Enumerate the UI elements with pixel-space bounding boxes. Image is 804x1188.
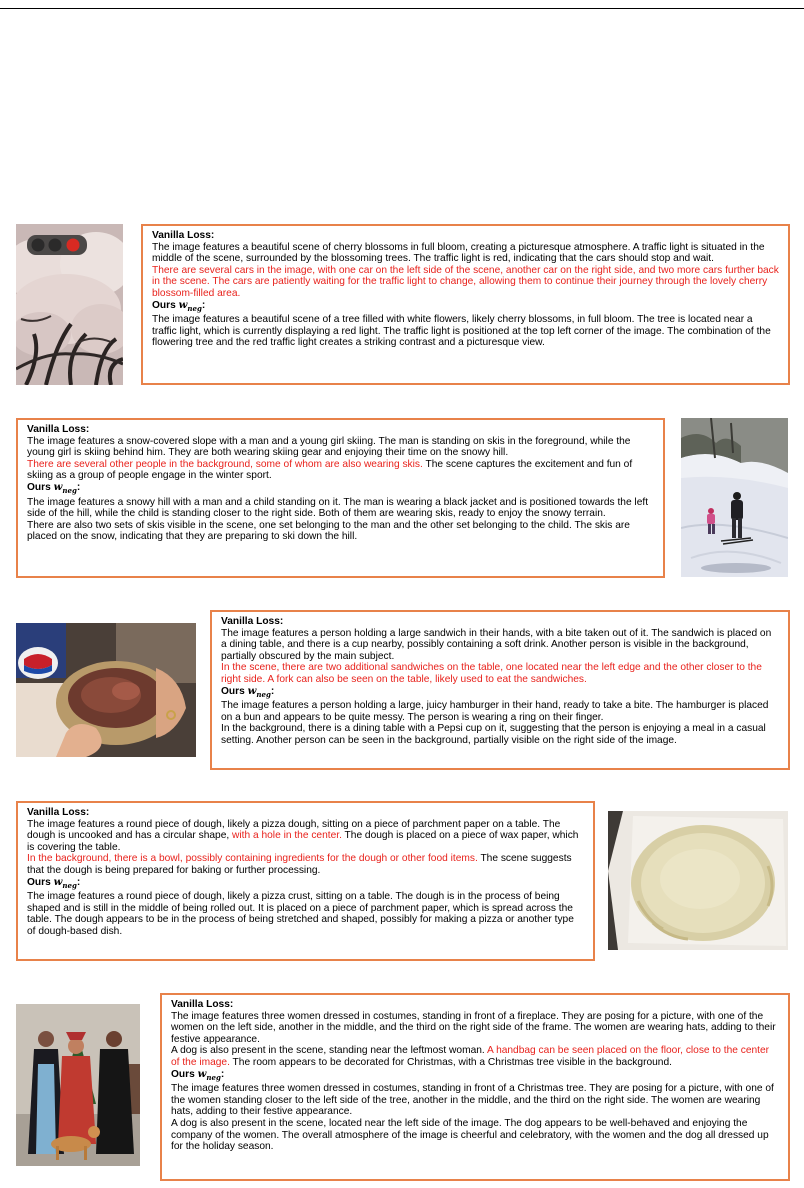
three-women-dog-christmas-photo xyxy=(16,1004,140,1166)
pizza-dough-photo xyxy=(608,811,788,950)
ours-text: The image features a person holding a large, juicy hamburger in their hand, ready to take a bite. The hamburger is placed on a bun and appears to be quite messy. The person is wearing a ring on their finger. xyxy=(221,700,769,723)
vanilla-text-mixed: A dog is also present in the scene, standing near the leftmost woman. A handbag can be seen placed on the floor, close to the center of the image. The room appears to be decorated for Christmas, with a Christmas tree visible in the background. xyxy=(171,1045,770,1068)
vanilla-text: The image features three women dressed in costumes, standing in front of a fireplace. They are posing for a picture, with one of the women on the left side, another in the middle, and the third on the right side of the frame. The women are wearing hats, adding to their festive appearance. xyxy=(171,1010,776,1045)
caption-box-3 xyxy=(210,610,790,770)
ours-header: Ours $w_{neg}$: xyxy=(152,298,206,313)
ours-text: The image features three women dressed in costumes, standing in front of a Christmas tree. They are posing for a picture, with one of the women standing closer to the left side of the tree, another in the middle, and the third on the right side. The women are wearing hats, adding to their festive appearance. xyxy=(171,1083,774,1118)
ours-header: Ours $w_{neg}$: xyxy=(171,1067,225,1082)
vanilla-text-mixed: There are several other people in the background, some of whom are also wearing skis. The scene captures the excitement and fun of skiing as a group of people engage in the winter sport. xyxy=(27,458,633,482)
vanilla-loss-header: Vanilla Loss: xyxy=(27,807,90,818)
ours-text: A dog is also present in the scene, located near the left side of the image. The dog appears to be well-behaved and enjoying the company of the women. The overall atmosphere of the image is cheerful and celebratory, with the women and the dog all dressed up for the holiday season. xyxy=(171,1117,769,1153)
hamburger-pepsi-photo xyxy=(16,623,196,757)
hallucinated-text: In the background, there is a bowl, possibly containing ingredients for the dough or other food items. xyxy=(27,853,478,865)
ours-text: There are also two sets of skis visible in the scene, one set belonging to the man and the other set belonging to the child. The skis are placed on the snow, indicating that they are preparing to ski down the hill. xyxy=(27,519,630,543)
vanilla-loss-header: Vanilla Loss: xyxy=(221,616,284,627)
vanilla-text-mixed: The image features a round piece of dough, likely a pizza dough, sitting on a piece of parchment paper on a table. The dough is uncooked and has a circular shape, with a hole in the center. The dough is placed on a piece of wax paper, which is covering the table. xyxy=(27,818,579,853)
vanilla-loss-header: Vanilla Loss: xyxy=(27,424,90,435)
hallucinated-text: In the scene, there are two additional sandwiches on the table, one located near the left edge and the other closer to the right side. A fork can also be seen on the table, likely used to eat the sandwiches. xyxy=(221,662,762,685)
vanilla-text: The image features a snow-covered slope with a man and a young girl skiing. The man is standing on skis in the foreground, while the young girl is skiing behind him. They are both wearing skiing gear and enjoying their time on the snowy hill. xyxy=(27,435,631,459)
ours-text: The image features a snowy hill with a man and a child standing on it. The man is wearing a black jacket and is positioned towards the left side of the hill, while the child is standing closer to the right side. Both of them are wearing skis, ready to enjoy the snowy terrain. xyxy=(27,496,649,520)
ours-text: In the background, there is a dining table with a Pepsi cup on it, suggesting that the person is enjoying a meal in a casual setting. Another person can be seen in the background, partially visible on the right side of the image. xyxy=(221,723,766,746)
top-rule xyxy=(0,8,804,9)
ours-header: Ours $w_{neg}$: xyxy=(27,875,81,890)
vanilla-text: The image features a beautiful scene of cherry blossoms in full bloom, creating a picturesque atmosphere. A traffic light is situated in the middle of the scene, surrounded by the blossoming trees. The traffic light is red, indicating that the cars should stop and wait. xyxy=(152,241,765,265)
caption-box-2 xyxy=(16,418,665,578)
ours-text: The image features a round piece of dough, likely a pizza crust, sitting on a table. The dough is in the process of being shaped and is still in the middle of being rolled out. It is placed on a piece of parchment paper, which is spread across the table. The dough appears to be in the process of being stretched and shaped, possibly for making a pizza or another type of dough-based dish. xyxy=(27,891,574,937)
vanilla-loss-header: Vanilla Loss: xyxy=(171,999,234,1010)
caption-box-1 xyxy=(141,224,790,385)
vanilla-text-mixed: In the background, there is a bowl, possibly containing ingredients for the dough or other food items. The scene suggests that the dough is being prepared for baking or further processing. xyxy=(27,853,572,876)
hallucinated-text: There are several other people in the background, some of whom are also wearing skis. xyxy=(27,458,423,470)
caption-box-4 xyxy=(16,801,595,961)
ours-header: Ours $w_{neg}$: xyxy=(221,684,275,699)
ski-slope-photo xyxy=(681,418,788,577)
vanilla-loss-header: Vanilla Loss: xyxy=(152,230,215,241)
vanilla-text: The image features a person holding a large sandwich in their hands, with a bite taken out of it. The sandwich is placed on a dining table, and there is a cup nearby, possibly containing a soft drink. Another person is visible in the background, partially obscured by the main subject. xyxy=(221,627,772,662)
hallucinated-text: A handbag can be seen placed on the floor, close to the center of the image. xyxy=(171,1045,770,1068)
ours-header: Ours $w_{neg}$: xyxy=(27,480,81,495)
hallucinated-text: with a hole in the center. xyxy=(229,830,342,842)
ours-text: The image features a beautiful scene of a tree filled with white flowers, likely cherry blossoms, in full bloom. The tree is located near a traffic light, which is currently displaying a red light. The traffic light is positioned at the top left corner of the image. The combination of the flowering tree and the red traffic light creates a striking contrast and a picturesque view. xyxy=(152,314,771,349)
hallucinated-text: There are several cars in the image, with one car on the left side of the scene, another car on the right side, and two more cars further back in the scene. The cars are patiently waiting for the traffic light to change, allowing them to continue their journey through the lovely cherry blossom-filled area. xyxy=(152,264,779,299)
caption-box-5 xyxy=(160,993,790,1181)
cherry-blossom-traffic-light-photo xyxy=(16,224,123,385)
